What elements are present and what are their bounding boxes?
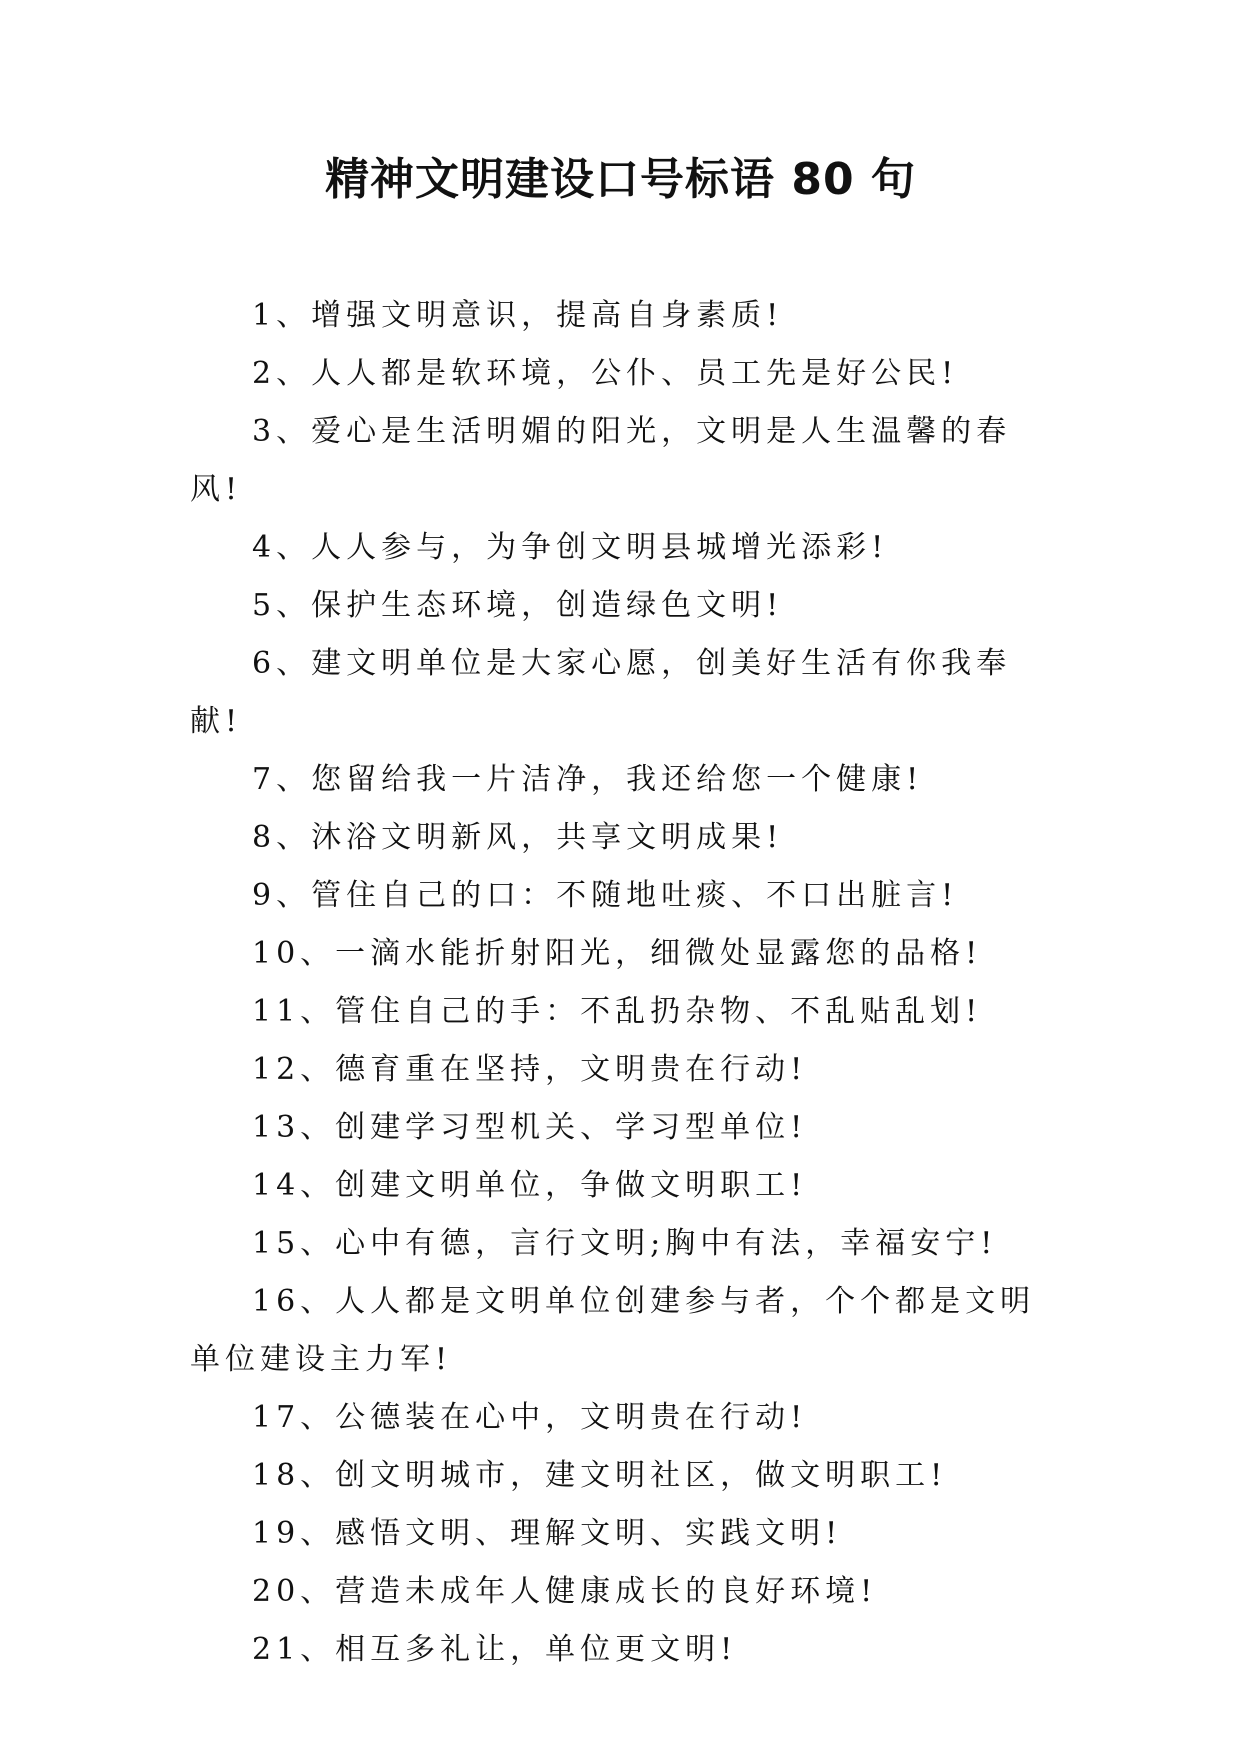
slogan-item: 8、沐浴文明新风，共享文明成果!: [252, 820, 784, 855]
slogan-item: 5、保护生态环境，创造绿色文明!: [252, 588, 784, 623]
slogan-item: 10、一滴水能折射阳光，细微处显露您的品格!: [252, 936, 983, 971]
slogan-item: 11、管住自己的手：不乱扔杂物、不乱贴乱划!: [252, 994, 983, 1029]
slogan-item: 14、创建文明单位，争做文明职工!: [252, 1168, 808, 1203]
slogan-item: 13、创建学习型机关、学习型单位!: [252, 1110, 808, 1145]
slogan-item: 15、心中有德，言行文明;胸中有法，幸福安宁!: [252, 1226, 998, 1261]
slogan-item: 7、您留给我一片洁净，我还给您一个健康!: [252, 762, 924, 797]
slogan-item: 12、德育重在坚持，文明贵在行动!: [252, 1052, 808, 1087]
slogan-item: 17、公德装在心中，文明贵在行动!: [252, 1400, 808, 1435]
slogan-item: 18、创文明城市，建文明社区，做文明职工!: [252, 1458, 948, 1493]
document-title: 精神文明建设口号标语 80 句: [325, 154, 916, 205]
slogan-item: 9、管住自己的口：不随地吐痰、不口出脏言!: [252, 878, 959, 913]
slogan-item: 3、爱心是生活明媚的阳光，文明是人生温馨的春风!: [190, 414, 1012, 507]
slogan-list: [190, 287, 1060, 1679]
slogan-item: 21、相互多礼让，单位更文明!: [252, 1632, 738, 1667]
slogan-item: 1、增强文明意识，提高自身素质!: [252, 298, 784, 333]
slogan-item: 20、营造未成年人健康成长的良好环境!: [252, 1574, 878, 1609]
slogan-item: 16、人人都是文明单位创建参与者，个个都是文明单位建设主力军!: [190, 1284, 1036, 1377]
slogan-item: 6、建文明单位是大家心愿，创美好生活有你我奉献!: [190, 646, 1012, 739]
slogan-item: 19、感悟文明、理解文明、实践文明!: [252, 1516, 843, 1551]
slogan-item: 4、人人参与，为争创文明县城增光添彩!: [252, 530, 889, 565]
slogan-item: 2、人人都是软环境，公仆、员工先是好公民!: [252, 356, 959, 391]
